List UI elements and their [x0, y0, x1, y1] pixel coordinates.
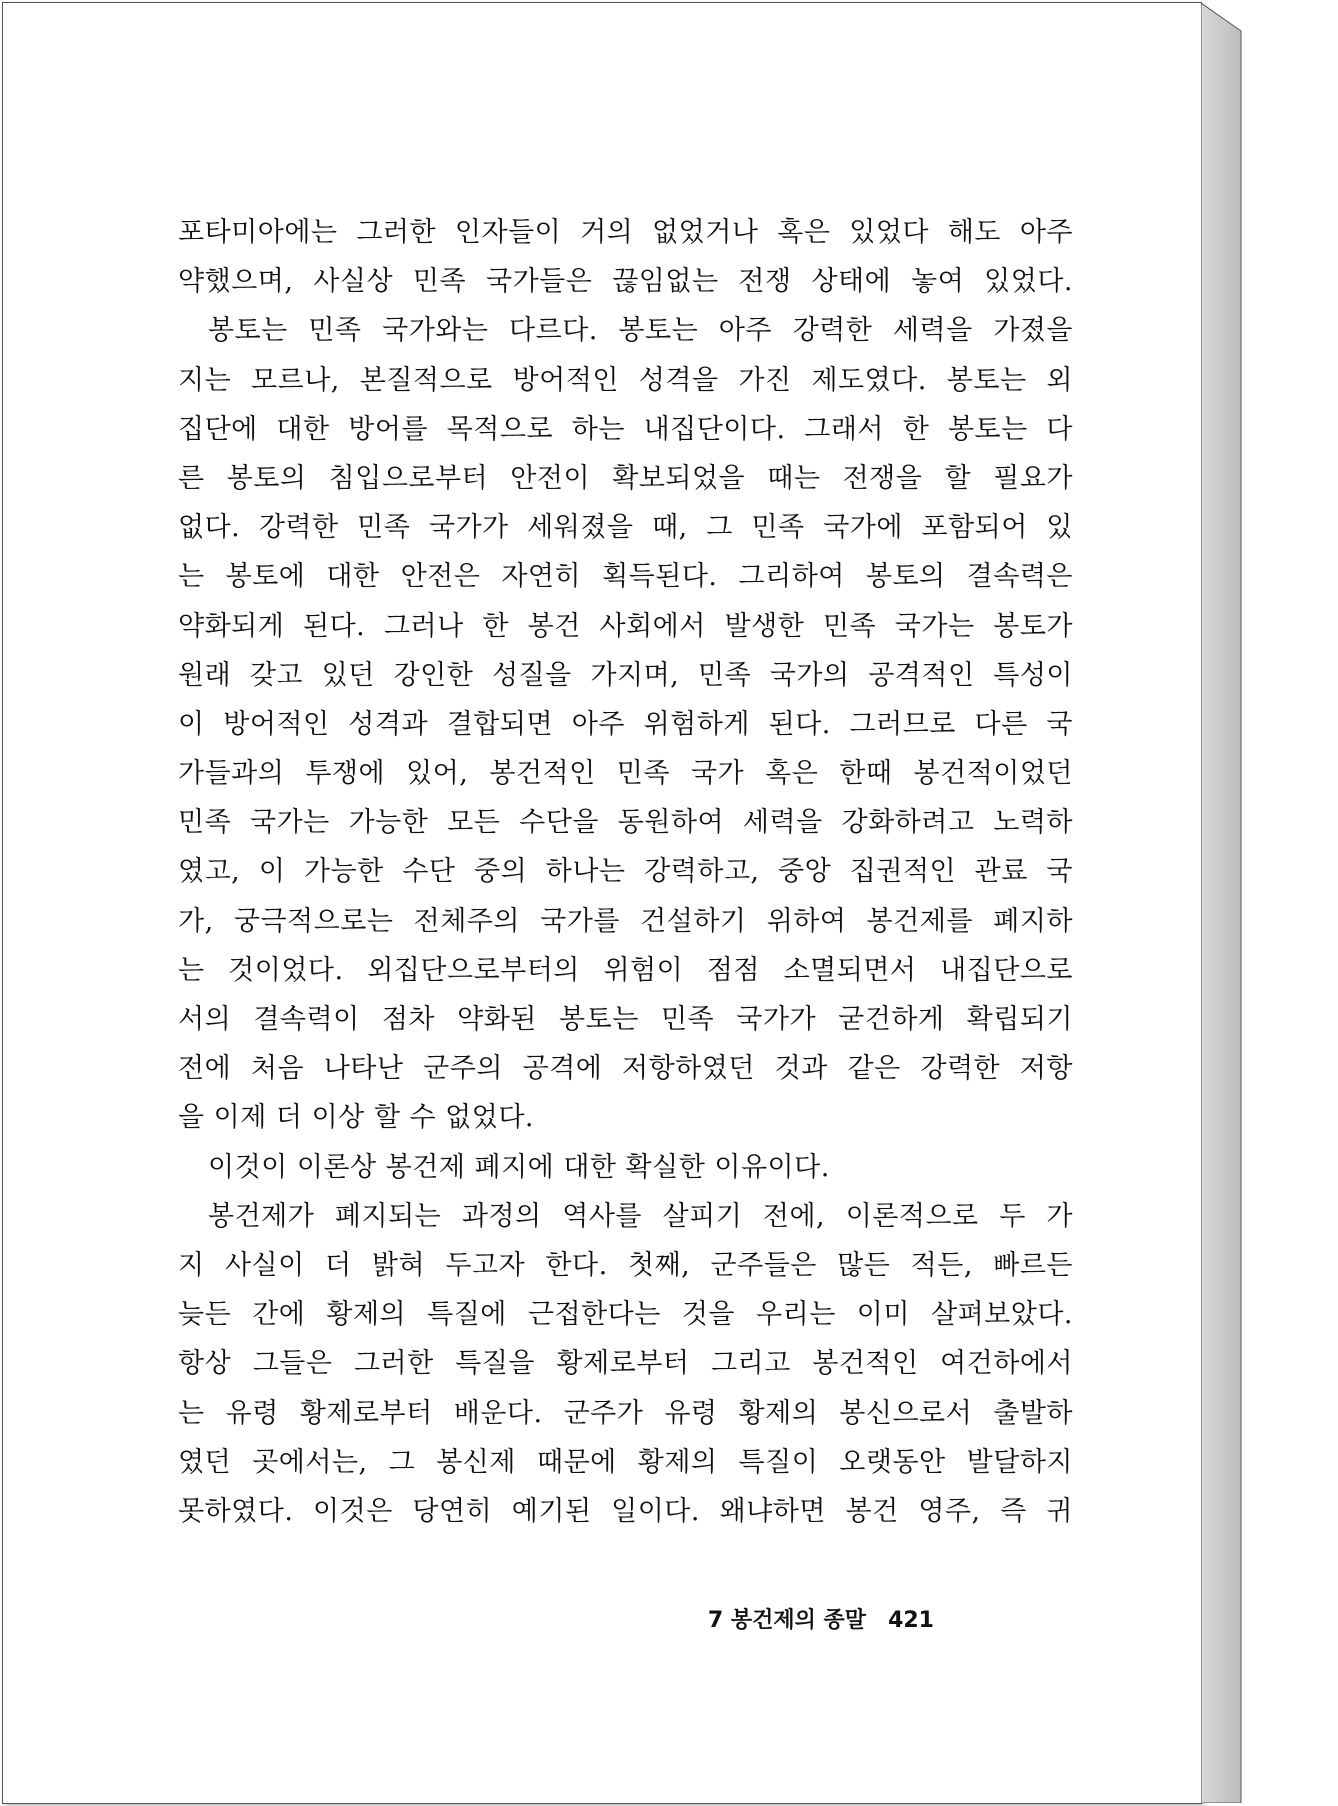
- chapter-title: 7 봉건제의 종말: [707, 1608, 867, 1633]
- text-line: 민족 국가는 가능한 모든 수단을 동원하여 세력을 강화하려고 노력하: [178, 807, 1073, 839]
- text-line: 봉건제가 폐지되는 과정의 역사를 살피기 전에, 이론적으로 두 가: [208, 1200, 1073, 1232]
- running-footer: [708, 1603, 934, 1634]
- text-line: 집단에 대한 방어를 목적으로 하는 내집단이다. 그래서 한 봉토는 다: [178, 413, 1073, 445]
- text-line: 봉토는 민족 국가와는 다르다. 봉토는 아주 강력한 세력을 가졌을: [208, 315, 1073, 347]
- text-line: 였던 곳에서는, 그 봉신제 때문에 황제의 특질이 오랫동안 발달하지: [178, 1446, 1073, 1478]
- text-line: 항상 그들은 그러한 특질을 황제로부터 그리고 봉건적인 여건하에서: [178, 1348, 1073, 1380]
- text-line: 서의 결속력이 점차 약화된 봉토는 민족 국가가 굳건하게 확립되기: [178, 1004, 1073, 1035]
- text-line: 을 이제 더 이상 할 수 없었다.: [178, 1102, 534, 1134]
- text-line: 는 것이었다. 외집단으로부터의 위험이 점점 소멸되면서 내집단으로: [178, 954, 1073, 986]
- text-line: 전에 처음 나타난 군주의 공격에 저항하였던 것과 같은 강력한 저항: [178, 1053, 1073, 1085]
- text-line: 약화되게 된다. 그러나 한 봉건 사회에서 발생한 민족 국가는 봉토가: [178, 610, 1073, 642]
- text-line: 원래 갖고 있던 강인한 성질을 가지며, 민족 국가의 공격적인 특성이: [178, 659, 1073, 691]
- text-line: 이 방어적인 성격과 결합되면 아주 위험하게 된다. 그러므로 다른 국: [178, 708, 1073, 740]
- text-line: 포타미아에는 그러한 인자들이 거의 없었거나 혹은 있었다 해도 아주: [178, 217, 1073, 248]
- text-line: 는 봉토에 대한 안전은 자연히 획득된다. 그리하여 봉토의 결속력은: [178, 561, 1073, 593]
- text-line: 가들과의 투쟁에 있어, 봉건적인 민족 국가 혹은 한때 봉건적이었던: [178, 758, 1073, 790]
- text-line: 른 봉토의 침입으로부터 안전이 확보되었을 때는 전쟁을 할 필요가: [178, 462, 1073, 494]
- text-line: 없다. 강력한 민족 국가가 세워졌을 때, 그 민족 국가에 포함되어 있: [178, 512, 1073, 544]
- book-page: [2, 2, 1202, 1804]
- text-line: 지 사실이 더 밝혀 두고자 한다. 첫째, 군주들은 많든 적든, 빠르든: [178, 1249, 1073, 1281]
- page-number: 421: [888, 1608, 934, 1633]
- text-line: 는 유령 황제로부터 배운다. 군주가 유령 황제의 봉신으로서 출발하: [178, 1397, 1073, 1429]
- text-line: 약했으며, 사실상 민족 국가들은 끊임없는 전쟁 상태에 놓여 있었다.: [178, 266, 1073, 298]
- page-stack-edge: [1201, 3, 1245, 1803]
- text-line: 이것이 이론상 봉건제 폐지에 대한 확실한 이유이다.: [208, 1151, 830, 1183]
- text-line: 늦든 간에 황제의 특질에 근접한다는 것을 우리는 이미 살펴보았다.: [178, 1299, 1073, 1331]
- text-line: 못하였다. 이것은 당연히 예기된 일이다. 왜냐하면 봉건 영주, 즉 귀: [178, 1495, 1073, 1527]
- text-line: 였고, 이 가능한 수단 중의 하나는 강력하고, 중앙 집권적인 관료 국: [178, 856, 1073, 888]
- text-line: 지는 모르나, 본질적으로 방어적인 성격을 가진 제도였다. 봉토는 외: [178, 364, 1073, 396]
- body-text: [178, 208, 1073, 1536]
- text-line: 가, 궁극적으로는 전체주의 국가를 건설하기 위하여 봉건제를 폐지하: [178, 905, 1073, 937]
